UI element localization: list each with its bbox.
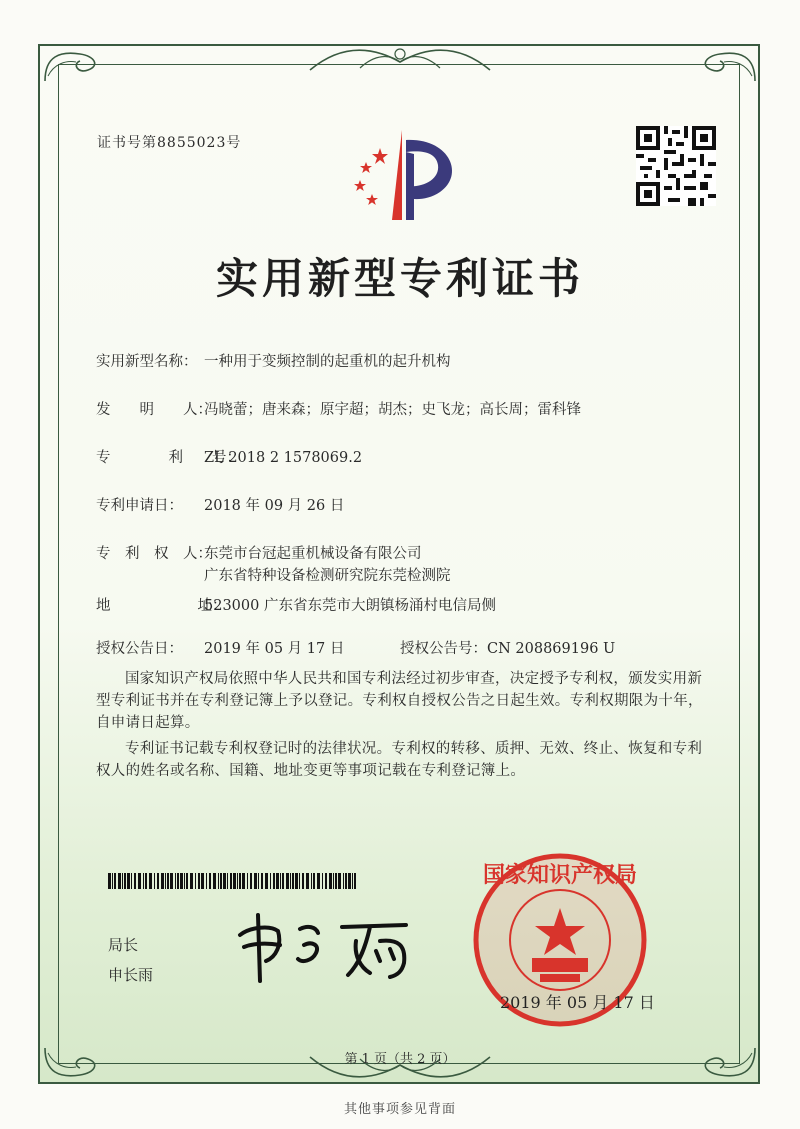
grant-date-value: 2019 年 05 月 17 日 <box>204 641 345 657</box>
corner-ornament-icon <box>690 46 760 86</box>
cnipa-logo-icon <box>340 120 470 230</box>
grant-number-row <box>400 637 615 658</box>
patentee-row <box>96 542 422 563</box>
inventor-label: 发 明 人： <box>96 402 212 418</box>
address-value: 523000 广东省东莞市大朗镇杨涌村电信局侧 <box>204 598 496 614</box>
certificate-number: 证书号第8855023号 <box>97 135 242 151</box>
footer-note: 其他事项参见背面 <box>343 1102 456 1117</box>
filing-date-row <box>96 494 344 515</box>
filing-label: 专利申请日： <box>96 498 183 514</box>
body-paragraph-2: 专利证书记载专利权登记时的法律状况。专利权的转移、质押、无效、终止、恢复和专利权人的姓名或名称、国籍、地址变更等事项记载在专利登记簿上。 <box>96 741 703 779</box>
patent-value: ZL 2018 2 1578069.2 <box>204 450 363 466</box>
inventor-row <box>96 398 581 419</box>
holder-value-1: 东莞市台冠起重机械设备有限公司 <box>204 546 422 562</box>
grant-no-value: CN 208869196 U <box>487 641 616 657</box>
address-row <box>96 594 496 615</box>
grant-date-label: 授权公告日： <box>96 641 183 657</box>
name-label: 实用新型名称： <box>96 354 198 370</box>
qr-code-icon <box>636 126 716 206</box>
barcode-icon <box>108 873 358 889</box>
director-title: 局长 <box>108 936 139 954</box>
patent-label: 专 利 号： <box>96 450 241 466</box>
holder-value-2: 广东省特种设备检测研究院东莞检测院 <box>204 568 451 584</box>
utility-model-name-row <box>96 350 451 371</box>
corner-ornament-icon <box>40 46 110 86</box>
inventor-value: 冯晓蕾；唐来森；原宇超；胡杰；史飞龙；高长周；雷科锋 <box>204 402 581 418</box>
page-number: 第 1 页（共 2 页） <box>344 1052 456 1067</box>
holder-label: 专 利 权 人： <box>96 546 212 562</box>
name-value: 一种用于变频控制的起重机的起升机构 <box>204 354 451 370</box>
handwritten-signature-icon <box>230 905 420 985</box>
address-label: 地 址： <box>96 598 227 614</box>
filing-value: 2018 年 09 月 26 日 <box>204 498 345 514</box>
grant-date-row <box>96 637 344 658</box>
patent-number-row <box>96 446 362 467</box>
svg-text:国家知识产权局: 国家知识产权局 <box>482 863 638 888</box>
director-name: 申长雨 <box>108 966 154 984</box>
seal-date: 2019 年 05 月 17 日 <box>500 993 655 1012</box>
body-paragraph-1: 国家知识产权局依照中华人民共和国专利法经过初步审查，决定授予专利权，颁发实用新型专利证书并在专利登记簿上予以登记。专利权自授权公告之日起生效。专利权期限为十年，自申请日起算。 <box>96 671 703 731</box>
top-scroll-ornament-icon <box>300 40 500 80</box>
grant-no-label: 授权公告号： <box>400 641 487 657</box>
certificate-title: 实用新型专利证书 <box>215 254 584 303</box>
